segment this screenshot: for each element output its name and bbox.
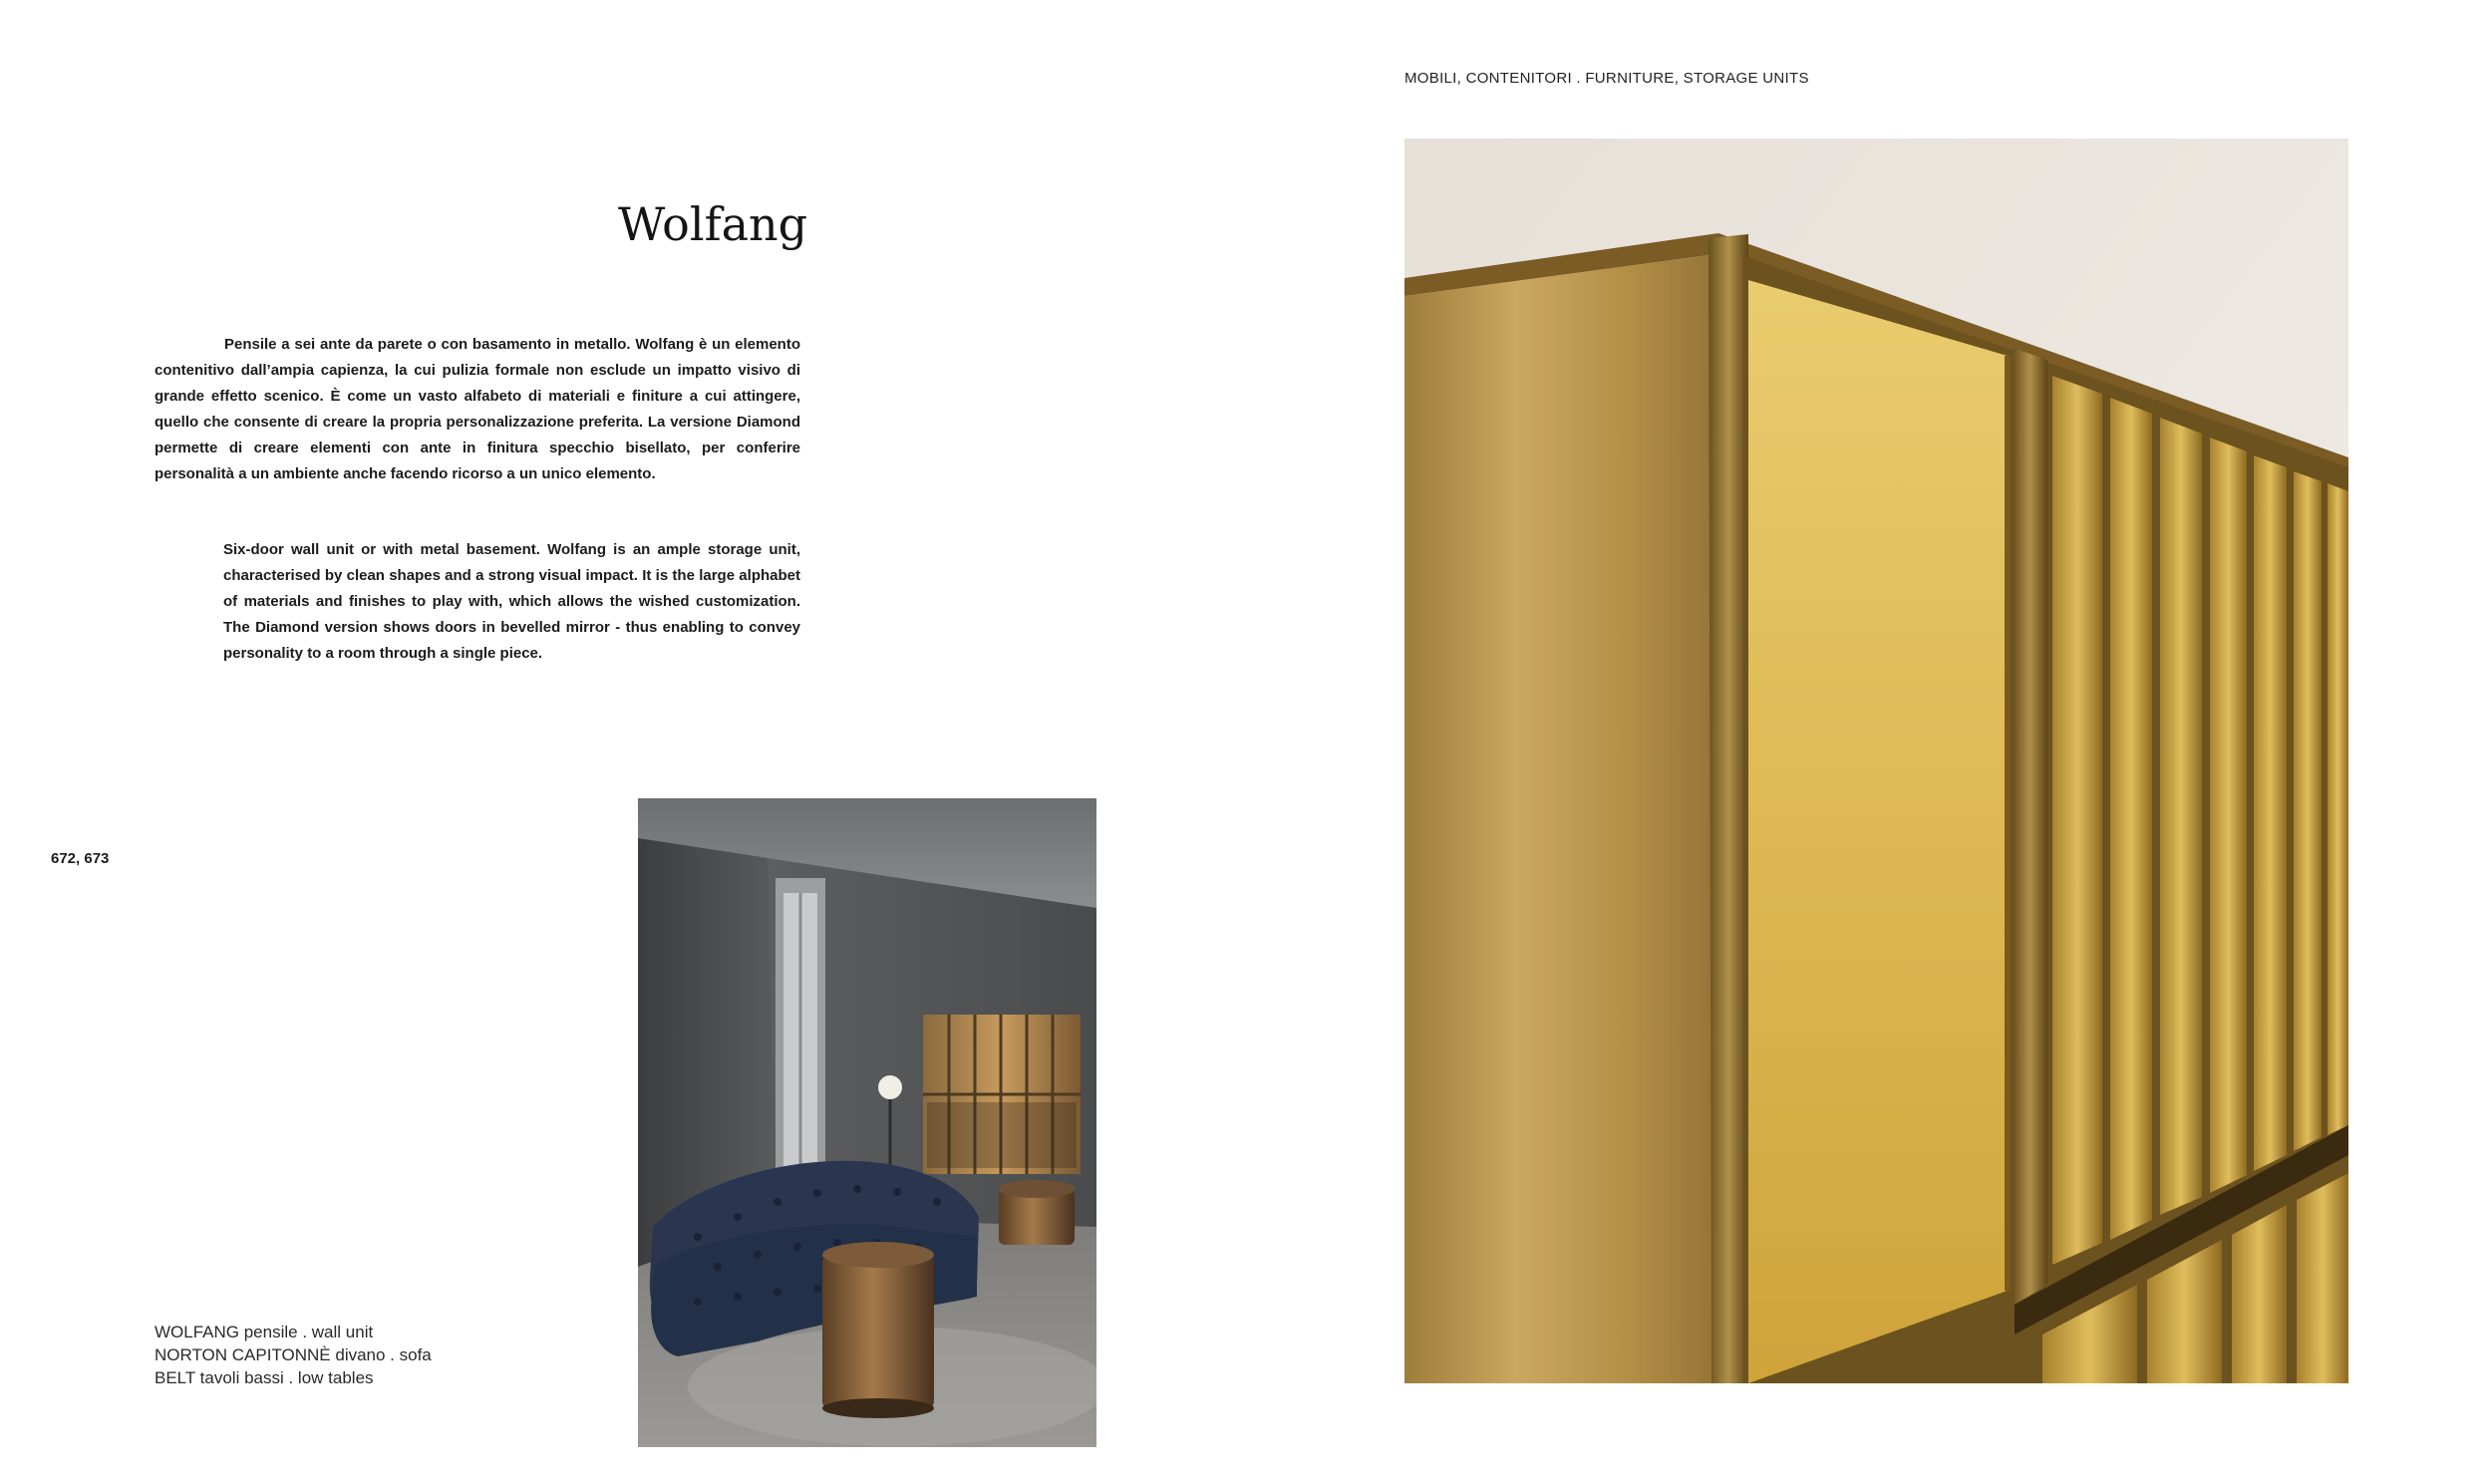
photo-captions (155, 1321, 432, 1389)
cabinet-photo-illustration (1404, 139, 2348, 1383)
product-title: Wolfang (618, 197, 808, 251)
description-english: Six-door wall unit or with metal basement. Wolfang is an ample storage unit, characterised by clean shapes and a strong visual impact. It is the large alphabet of materials and finishes to play with, which allows the wished customization. The Diamond version shows doors in bevelled mirror - thus enabling to convey personality to a room through a single piece. (223, 541, 800, 662)
interior-photo-illustration (638, 798, 1096, 1447)
section-label: MOBILI, CONTENITORI . FURNITURE, STORAGE UNITS (1404, 70, 1809, 87)
interior-photo (638, 798, 1096, 1447)
caption-low-tables: BELT tavoli bassi . low tables (155, 1368, 374, 1387)
description-italian: Pensile a sei ante da parete o con basamento in metallo. Wolfang è un elemento contenitivo dall’ampia capienza, la cui pulizia formale non esclude un impatto visivo di grande effetto scenico. È come un vasto alfabeto di materiali e finiture a cui attingere, quello che consente di creare la propria personalizzazione preferita. La versione Diamond permette di creare elementi con ante in finitura specchio bisellato, per conferire personalità a un ambiente anche facendo ricorso a un unico elemento. (155, 336, 800, 482)
caption-sofa: NORTON CAPITONNÈ divano . sofa (155, 1345, 432, 1364)
page-numbers: 672, 673 (51, 850, 110, 867)
cabinet-photo (1404, 139, 2348, 1383)
caption-wall-unit: WOLFANG pensile . wall unit (155, 1323, 374, 1341)
